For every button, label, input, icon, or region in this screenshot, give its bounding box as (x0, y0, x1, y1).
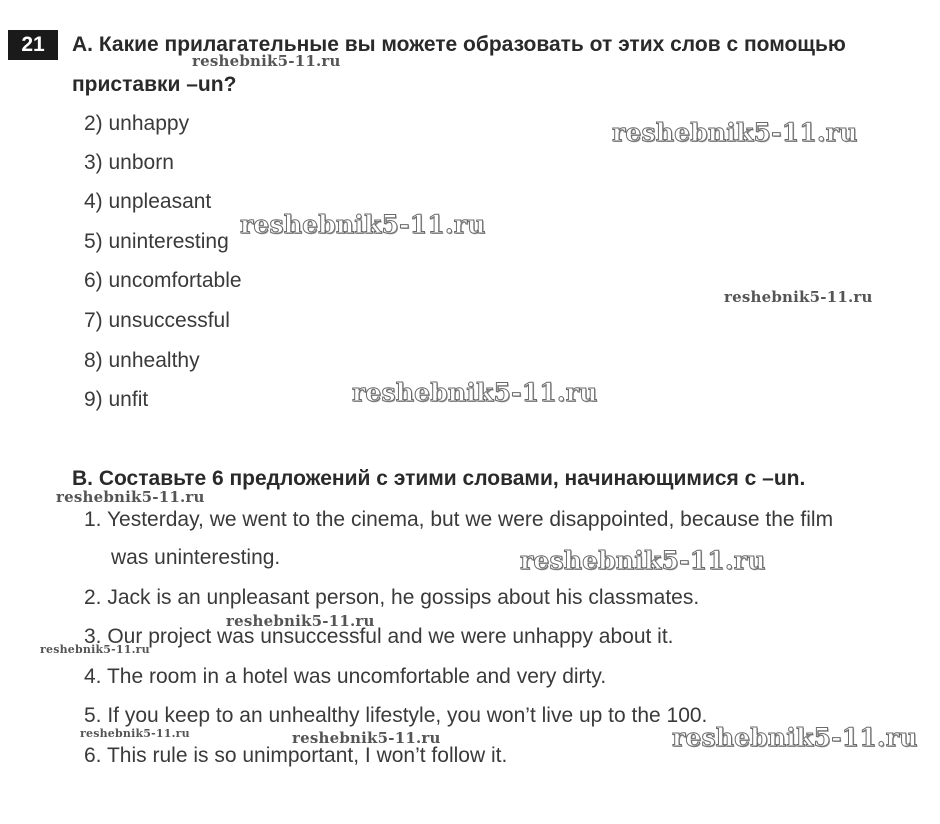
word-list-item: 3) unborn (84, 151, 174, 174)
watermark: reshebnik5-11.ru (352, 378, 598, 407)
sentence-item: 2. Jack is an unpleasant person, he gossips about his classmates. (84, 586, 700, 609)
watermark: reshebnik5-11.ru (192, 52, 341, 70)
sentence-item: 3. Our project was unsuccessful and we were unhappy about it. (84, 625, 674, 648)
watermark: reshebnik5-11.ru (612, 118, 858, 147)
word-list-item: 6) uncomfortable (84, 269, 242, 292)
section-a-heading-line1: A. Какие прилагательные вы можете образовать от этих слов с помощью (72, 33, 846, 56)
section-b-heading: B. Составьте 6 предложений с этими словами, начинающимися с –un. (72, 467, 806, 490)
watermark: reshebnik5-11.ru (80, 727, 190, 740)
watermark: reshebnik5-11.ru (672, 723, 918, 752)
watermark: reshebnik5-11.ru (724, 288, 873, 306)
word-list-item: 7) unsuccessful (84, 309, 230, 332)
word-list-item: 9) unfit (84, 388, 149, 411)
word-list-item: 8) unhealthy (84, 349, 200, 372)
sentence-item: 6. This rule is so unimportant, I won’t follow it. (84, 744, 508, 767)
watermark: reshebnik5-11.ru (56, 488, 205, 506)
sentence-item: 4. The room in a hotel was uncomfortable and very dirty. (84, 665, 607, 688)
watermark: reshebnik5-11.ru (292, 729, 441, 747)
watermark: reshebnik5-11.ru (520, 546, 766, 575)
word-list-item: 4) unpleasant (84, 190, 212, 213)
task-number-badge: 21 (8, 30, 58, 60)
word-list-item: 2) unhappy (84, 112, 190, 135)
watermark: reshebnik5-11.ru (240, 210, 486, 239)
sentence-item: 1. Yesterday, we went to the cinema, but we were disappointed, because the film (84, 508, 834, 531)
sentence-item: 5. If you keep to an unhealthy lifestyle, you won’t live up to the 100. (84, 704, 708, 727)
word-list-item: 5) uninteresting (84, 230, 229, 253)
sentence-item-continuation: was uninteresting. (111, 546, 281, 569)
watermark: reshebnik5-11.ru (226, 612, 375, 630)
section-a-heading-line2: приставки –un? (72, 73, 237, 96)
watermark: reshebnik5-11.ru (40, 643, 150, 656)
